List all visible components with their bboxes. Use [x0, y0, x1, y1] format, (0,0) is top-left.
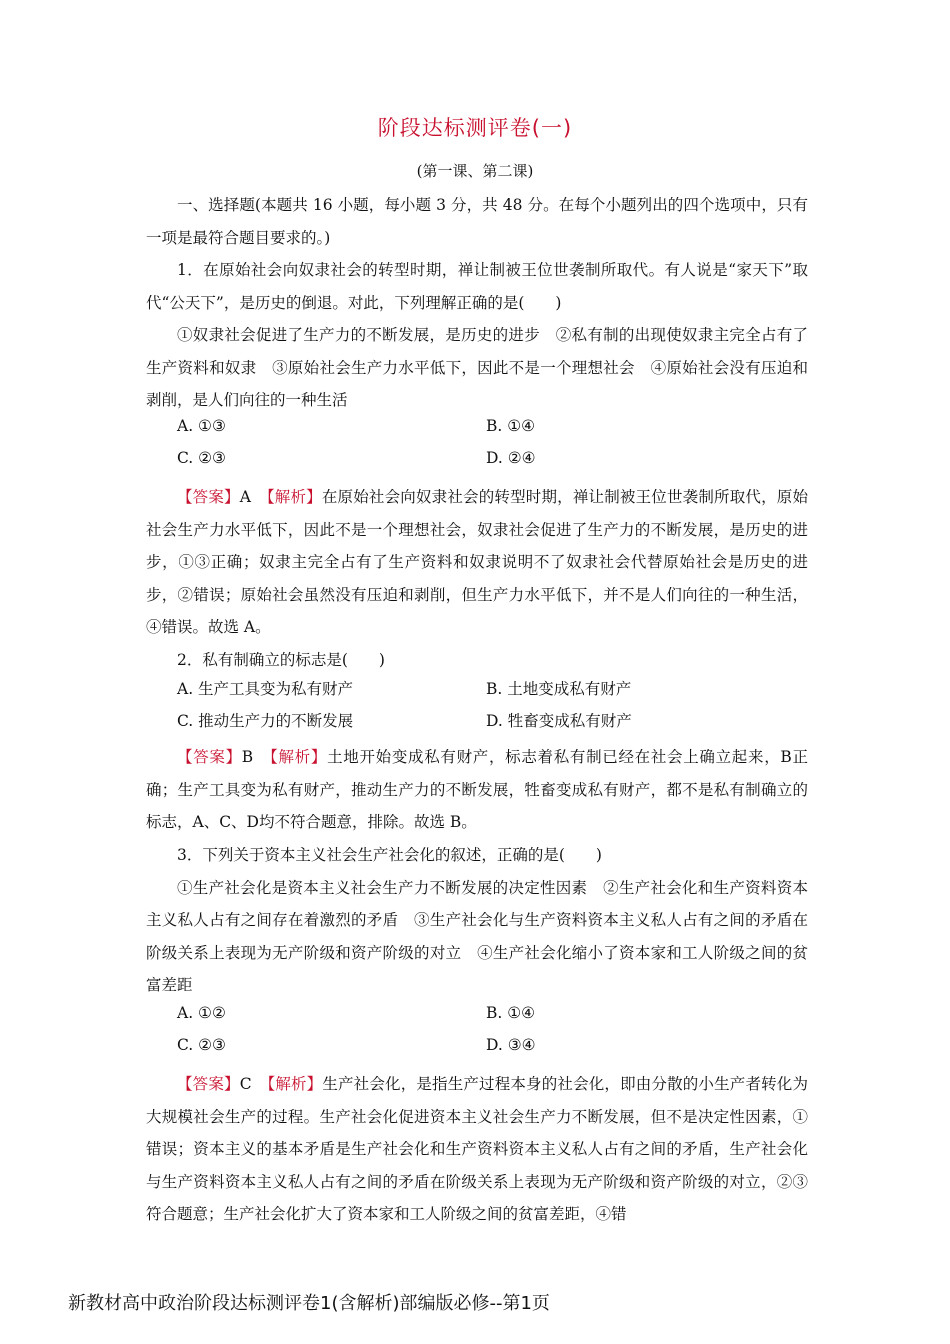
option-b: B. 土地变成私有财产: [486, 680, 632, 698]
options-row: [177, 1036, 817, 1068]
option-a: A. ①③: [177, 417, 226, 435]
question-stem: 3．下列关于资本主义社会生产社会化的叙述，正确的是( ): [177, 846, 602, 864]
option-a: A. 生产工具变为私有财产: [177, 680, 354, 698]
answer-tag: 【答案】: [177, 748, 242, 766]
question-3: [146, 839, 808, 1002]
analysis-text: 生产社会化，是指生产过程本身的社会化，即由分散的小生产者转化为大规模社会生产的过程。生产社会化促进资本主义社会生产力不断发展，但不是决定性因素，①错误；资本主义的基本矛盾是生产社会化和生产资料资本主义私人占有之间的矛盾，生产社会化与生产资料资本主义私人占有之间的矛盾在阶级关系上表现为无产阶级和资产阶级的对立，②③符合题意；生产社会化扩大了资本家和工人阶级之间的贫富差距，④错: [146, 1075, 808, 1224]
page-subtitle: (第一课、第二课): [416, 162, 534, 180]
analysis-text: 土地开始变成私有财产，标志着私有制已经在社会上确立起来，B正确；生产工具变为私有财产，推动生产力的不断发展，牲畜变成私有财产，都不是私有制确立的标志，A、C、D均不符合题意，排除。故选 B。: [146, 748, 808, 832]
answer-tag: 【答案】: [177, 488, 240, 506]
option-d: D. ②④: [486, 449, 536, 467]
answer-block-3: [146, 1068, 808, 1231]
options-row: [177, 677, 817, 709]
analysis-text: 在原始社会向奴隶社会的转型时期，禅让制被王位世袭制所取代，原始社会生产力水平低下，因此不是一个理想社会，奴隶社会促进了生产力的不断发展，是历史的进步，①③正确；奴隶主完全占有了生产资料和奴隶说明不了奴隶社会代替原始社会是历史的进步，②错误；原始社会虽然没有压迫和剥削，但生产力水平低下，并不是人们向往的一种生活，④错误。故选 A。: [146, 488, 808, 637]
answer-value: A: [239, 488, 251, 506]
option-c: C. ②③: [177, 1036, 226, 1054]
answer-analysis: [146, 481, 808, 644]
option-b: B. ①④: [486, 1004, 536, 1022]
answer-block-2: [146, 741, 808, 839]
question-statements: ①奴隶社会促进了生产力的不断发展，是历史的进步 ②私有制的出现使奴隶主完全占有了生产资料和奴隶 ③原始社会生产力水平低下，因此不是一个理想社会 ④原始社会没有压迫和剥削，是人们向往的一种生活: [146, 326, 808, 410]
option-a: A. ①②: [177, 1004, 226, 1022]
section-heading-block: [146, 189, 808, 254]
options-row: [177, 449, 817, 481]
option-b: B. ①④: [486, 417, 536, 435]
question-2: [146, 644, 808, 677]
answer-analysis: [146, 1068, 808, 1231]
analysis-tag: 【解析】: [266, 488, 322, 506]
question-stem: 1．在原始社会向奴隶社会的转型时期，禅让制被王位世袭制所取代。有人说是“家天下”取代“公天下”，是历史的倒退。对此，下列理解正确的是( ): [146, 261, 808, 312]
option-d: D. ③④: [486, 1036, 536, 1054]
analysis-tag: 【解析】: [267, 1075, 323, 1093]
options-row: [177, 417, 817, 449]
options-row: [177, 1004, 817, 1036]
answer-block-1: [146, 481, 808, 644]
options-row: [177, 709, 817, 741]
answer-analysis: [146, 741, 808, 839]
answer-value: B: [241, 748, 254, 766]
page-title: 阶段达标测评卷(一): [377, 116, 573, 140]
option-c: C. 推动生产力的不断发展: [177, 712, 354, 730]
section-heading: 一、选择题(本题共 16 小题，每小题 3 分，共 48 分。在每个小题列出的四个选项中，只有一项是最符合题目要求的。): [146, 196, 808, 247]
analysis-tag: 【解析】: [270, 748, 328, 766]
answer-value: C: [239, 1075, 252, 1093]
question-statements: ①生产社会化是资本主义社会生产力不断发展的决定性因素 ②生产社会化和生产资料资本主义私人占有之间存在着激烈的矛盾 ③生产社会化与生产资料资本主义私人占有之间的矛盾在阶级关系上表现为无产阶级和资产阶级的对立 ④生产社会化缩小了资本家和工人阶级之间的贫富差距: [146, 878, 808, 995]
answer-tag: 【答案】: [177, 1075, 240, 1093]
question-stem: 2．私有制确立的标志是( ): [177, 651, 385, 669]
question-1: [146, 254, 808, 417]
option-c: C. ②③: [177, 449, 226, 467]
option-d: D. 牲畜变成私有财产: [486, 712, 632, 730]
page-footer: 新教材高中政治阶段达标测评卷1(含解析)部编版必修--第1页: [68, 1293, 550, 1314]
